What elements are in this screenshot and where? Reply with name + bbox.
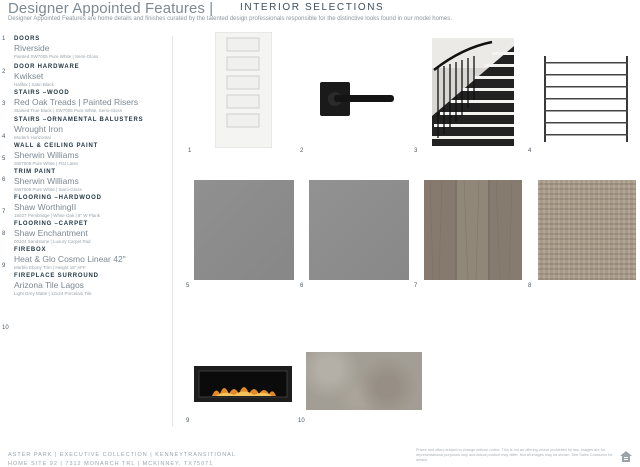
page-subtitle: INTERIOR SELECTIONS xyxy=(240,2,385,13)
item-name: Sherwin Williams xyxy=(14,150,79,160)
item-category: WALL & CEILING PAINT xyxy=(14,143,99,149)
item-number: 3 xyxy=(2,101,6,107)
item-category: TRIM PAINT xyxy=(14,169,56,175)
item-category: STAIRS –ORNAMENTAL BALUSTERS xyxy=(14,117,144,123)
item-spec: Stained True Black | SW7005 Pure White, Semi-Gloss xyxy=(14,108,122,113)
item-number: 9 xyxy=(2,263,6,269)
hardwood-sample xyxy=(424,180,522,280)
item-spec: Light Grey Matte | 12x24 Porcelain Tile xyxy=(14,291,92,296)
tile-number: 6 xyxy=(300,283,304,289)
door-lever-icon xyxy=(312,78,398,122)
item-name: Heat & Glo Cosmo Linear 42" xyxy=(14,254,126,264)
staircase-image xyxy=(432,38,514,146)
item-number: 6 xyxy=(2,177,6,183)
item-number: 4 xyxy=(2,134,6,140)
footer-homesite: HOME SITE 92 | 7312 MONARCH TRL | MCKINNEY, TX75071 xyxy=(8,461,214,467)
item-category: STAIRS –WOOD xyxy=(14,90,70,96)
item-category: FLOORING –HARDWOOD xyxy=(14,195,102,201)
item-name: Kwikset xyxy=(14,71,44,81)
tile-number: 2 xyxy=(300,148,304,154)
item-name: Wrought Iron xyxy=(14,124,63,134)
staircase-icon xyxy=(432,38,514,146)
tile-number: 9 xyxy=(186,418,190,424)
door-hardware-image xyxy=(312,78,398,122)
stone-tile-icon xyxy=(306,352,422,410)
item-number: 5 xyxy=(2,156,6,162)
tile-number: 4 xyxy=(528,148,532,154)
baluster-image xyxy=(540,56,632,142)
footer-disclaimer: Prices and offers subject to change without notice. This is not an offering where prohibited by law. Images are for representational purposes only and actual product may differ. Not all images may be shown. See Sales Counselor for details. xyxy=(416,448,613,462)
carpet-sample xyxy=(538,180,636,280)
item-spec: 00104 Sandstone | Luxury Carpet Pad xyxy=(14,239,91,244)
carpet-icon xyxy=(538,180,636,280)
footer-community: ASTER PARK | EXECUTIVE COLLECTION | KENNEYTRANSITIONAL xyxy=(8,452,236,458)
item-name: Riverside xyxy=(14,43,50,53)
page-description: Designer Appointed Features are home details and finishes curated by the talented design professionals responsible for the distinctive looks found in our model homes. xyxy=(8,16,452,22)
tile-number: 7 xyxy=(414,283,418,289)
fireplace-surround-sample xyxy=(306,352,422,410)
tile-number: 1 xyxy=(188,148,192,154)
item-spec: 15027 Pembridge | White Oak | 8" W Plank xyxy=(14,213,100,218)
tile-number: 10 xyxy=(298,418,305,424)
item-category: DOOR HARDWARE xyxy=(14,64,80,70)
item-category: FIREBOX xyxy=(14,247,47,253)
item-number: 1 xyxy=(2,36,6,42)
item-number: 8 xyxy=(2,231,6,237)
item-name: Arizona Tile Lagos xyxy=(14,280,84,290)
page-title: Designer Appointed Features | xyxy=(8,0,214,17)
item-category: FIREPLACE SURROUND xyxy=(14,273,99,279)
footer-address xyxy=(8,451,236,467)
tile-number: 5 xyxy=(186,283,190,289)
wall-paint-swatch xyxy=(194,180,294,280)
item-spec: SW7005 Pure White | Semi-Gloss xyxy=(14,187,82,192)
item-number: 2 xyxy=(2,69,6,75)
trim-paint-swatch xyxy=(309,180,409,280)
door-icon xyxy=(215,32,272,148)
item-name: Sherwin Williams xyxy=(14,176,79,186)
item-number: 7 xyxy=(2,209,6,215)
equal-housing-icon xyxy=(620,449,632,460)
item-spec: Painted SW7005 Pure White | Semi-Gloss xyxy=(14,54,99,59)
item-category: DOORS xyxy=(14,36,41,42)
item-spec: Marble Ebony Trim | Height 18" AFF xyxy=(14,265,86,270)
item-spec: Modern Horizontal xyxy=(14,135,51,140)
paint-swatch-icon xyxy=(309,180,409,280)
tile-number: 3 xyxy=(414,148,418,154)
item-name: Shaw WorthingII xyxy=(14,202,77,212)
item-spec: SW7005 Pure White | Flat Latex xyxy=(14,161,79,166)
item-name: Red Oak Treads | Painted Risers xyxy=(14,97,139,107)
firebox-icon xyxy=(194,366,292,402)
baluster-icon xyxy=(540,56,632,142)
tile-number: 8 xyxy=(528,283,532,289)
paint-swatch-icon xyxy=(194,180,294,280)
wood-floor-icon xyxy=(424,180,522,280)
door-image xyxy=(215,32,272,148)
item-name: Shaw Enchantment xyxy=(14,228,88,238)
item-category: FLOORING –CARPET xyxy=(14,221,89,227)
item-spec: Halifax | Satin Black xyxy=(14,82,54,87)
column-divider xyxy=(172,36,173,426)
firebox-image xyxy=(194,366,292,402)
item-number: 10 xyxy=(2,325,9,331)
